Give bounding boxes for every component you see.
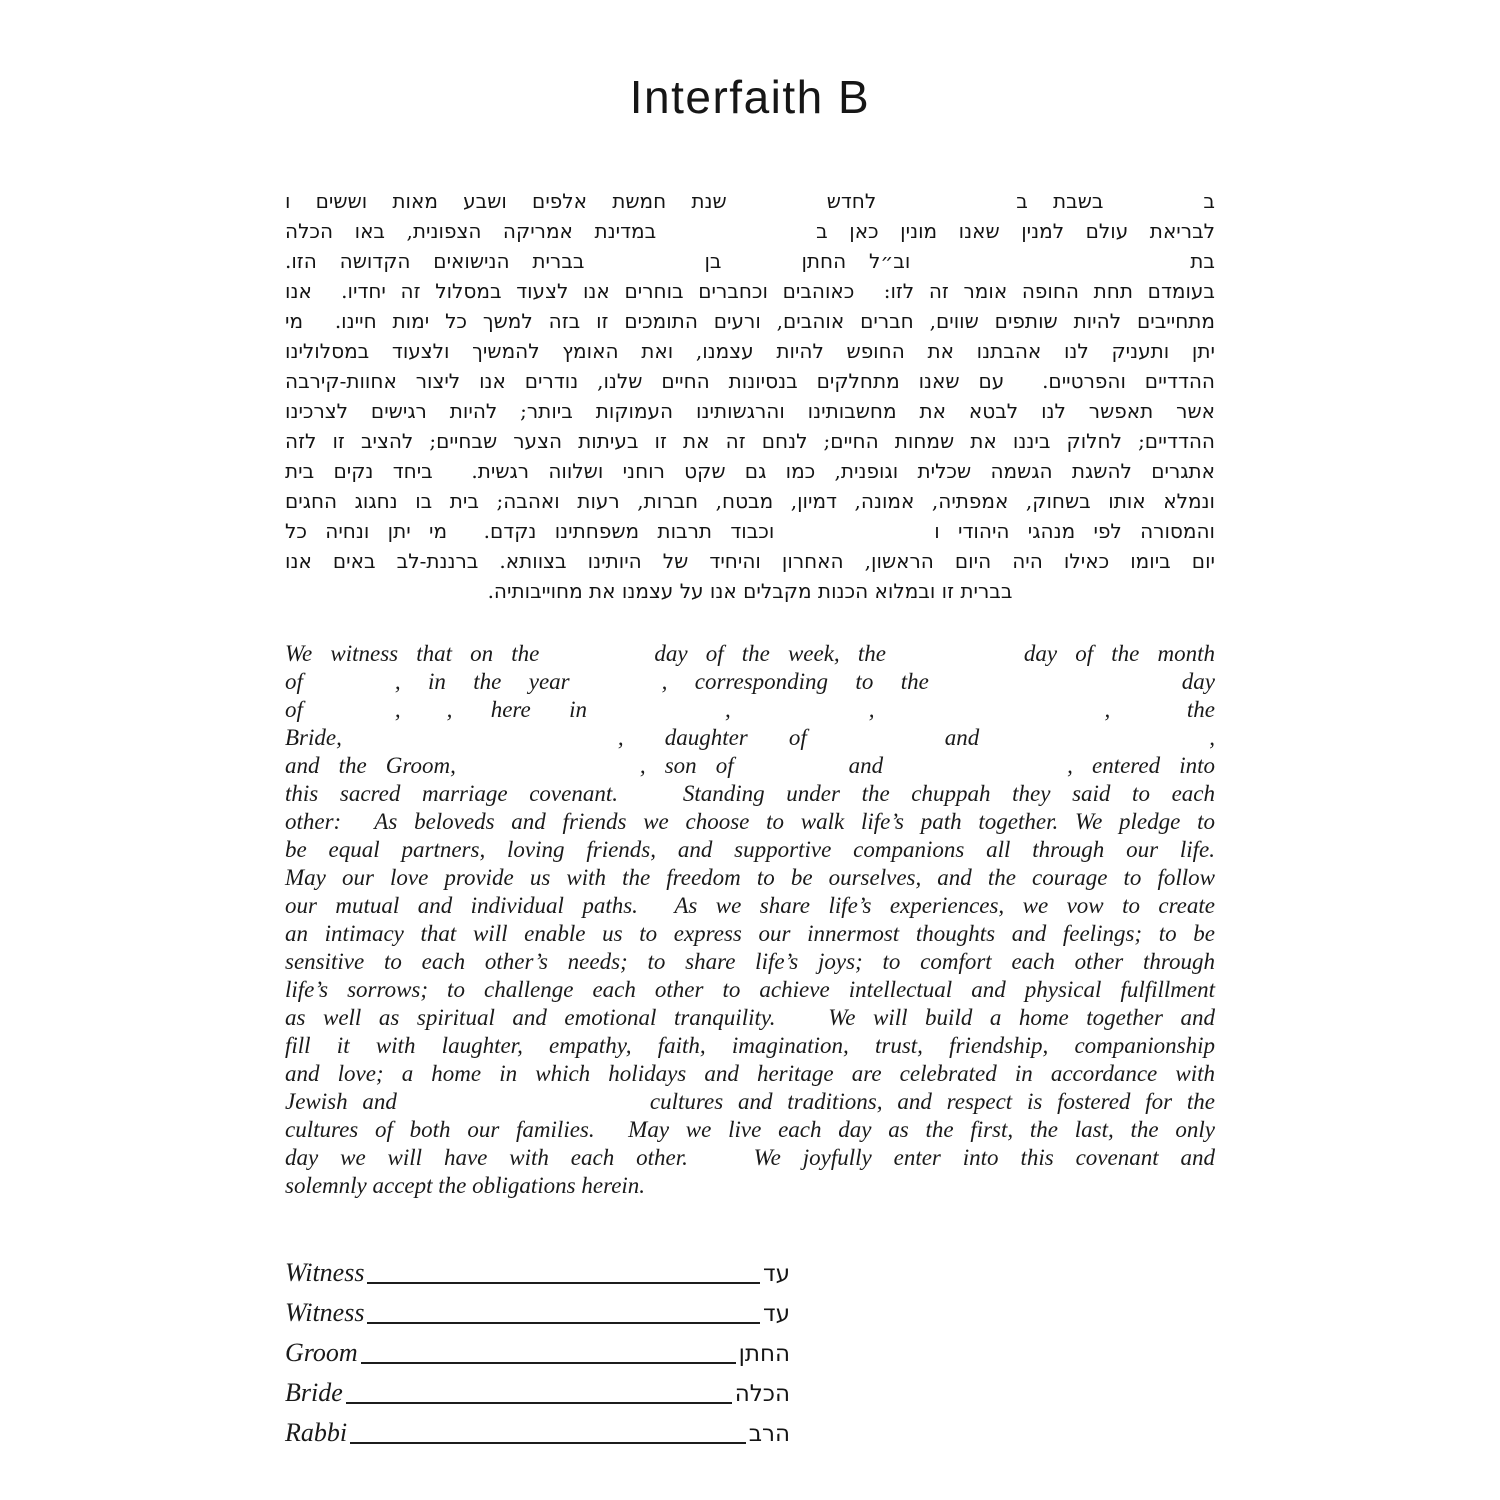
english-text-line: We witness that on the day of the week, the day of the month xyxy=(285,641,1215,666)
signature-label: Rabbi xyxy=(285,1418,348,1447)
english-text-line: life’s sorrows; to challenge each other to achieve intellectual and physical fulfillment xyxy=(285,977,1215,1002)
hebrew-text-line: לבריאת עולם למנין שאנו מונין כאן ב במדינת אמריקה הצפונית, באו הכלה xyxy=(285,219,1215,243)
signature-row-witness-1 xyxy=(285,1246,790,1286)
english-text-line: as well as spiritual and emotional tranquility. We will build a home together and xyxy=(285,1005,1215,1030)
english-text-line: be equal partners, loving friends, and supportive companions all through our life. xyxy=(285,837,1215,862)
english-text-line: day we will have with each other. We joyfully enter into this covenant and xyxy=(285,1145,1215,1170)
english-text-line: sensitive to each other’s needs; to share life’s joys; to comfort each other through xyxy=(285,949,1215,974)
hebrew-text-line: בעומדם תחת החופה אומר זה לזו: כאוהבים וכחברים בוחרים אנו לצעוד במסלול זה יחדיו. אנו xyxy=(285,279,1215,303)
english-text-line: cultures of both our families. May we live each day as the first, the last, the only xyxy=(285,1117,1215,1142)
english-text-block xyxy=(285,640,1215,1200)
hebrew-text-line: מתחייבים להיות שותפים שווים, חברים אוהבים, ורעים התומכים זו בזה למשך כל ימות חיינו. מי xyxy=(285,309,1215,333)
hebrew-text-line: אתגרים להשגת הגשמה שכלית וגופנית, כמו גם שקט רוחני ושלווה רגשית. ביחד נקים בית xyxy=(285,459,1215,483)
hebrew-text-line: ההדדיים והפרטיים. עם שאנו מתחלקים בנסיונות החיים שלנו, נודרים אנו ליצור אחוות-קירבה xyxy=(285,369,1215,393)
signature-row-rabbi xyxy=(285,1406,790,1446)
english-text-line: and the Groom, , son of and , entered into xyxy=(285,753,1215,778)
document-title: Interfaith B xyxy=(629,71,871,123)
english-text-line: fill it with laughter, empathy, faith, imagination, trust, friendship, companionship xyxy=(285,1033,1215,1058)
hebrew-text-last-line: בברית זו ובמלוא הכנות מקבלים אנו על עצמנו את מחוייבותיה. xyxy=(487,579,1013,603)
signature-label: Witness xyxy=(285,1258,365,1287)
english-text-line: this sacred marriage covenant. Standing under the chuppah they said to each xyxy=(285,781,1215,806)
hebrew-text-line: בת וב״ל החתן בן בברית הנישואים הקדושה הזו. xyxy=(285,249,1215,273)
signature-section xyxy=(285,1246,790,1446)
signature-hebrew-label: החתן xyxy=(738,1341,790,1367)
signature-row-groom xyxy=(285,1326,790,1366)
hebrew-text-line: יתן ותעניק לנו אהבתנו את החופש להיות עצמנו, ואת האומץ להמשיך ולצעוד במסלולינו xyxy=(285,339,1215,363)
english-text-line: of , , here in , , , the xyxy=(285,697,1215,722)
signature-label: Bride xyxy=(285,1378,343,1407)
english-text-line: an intimacy that will enable us to express our innermost thoughts and feelings; to be xyxy=(285,921,1215,946)
english-text-line: our mutual and individual paths. As we share life’s experiences, we vow to create xyxy=(285,893,1215,918)
hebrew-text-block xyxy=(285,186,1215,606)
signature-blank-line xyxy=(346,1402,732,1404)
hebrew-text-line: ונמלא אותו בשחוק, אמפתיה, אמונה, דמיון, מבטח, חברות, רעות ואהבה; בית בו נחגוג החגים xyxy=(285,489,1215,513)
signature-blank-line xyxy=(361,1362,736,1364)
english-text-last-line: solemnly accept the obligations herein. xyxy=(285,1173,646,1198)
signature-hebrew-label: עד xyxy=(763,1301,790,1327)
signature-blank-line xyxy=(350,1442,746,1444)
signature-label: Groom xyxy=(285,1338,358,1367)
signature-hebrew-label: הרב xyxy=(748,1421,790,1447)
hebrew-text-line: אשר תאפשר לנו לבטא את מחשבותינו והרגשותינו העמוקות ביותר; להיות רגישים לצרכינו xyxy=(285,399,1215,423)
hebrew-text-line: יום ביומו כאילו היה היום הראשון, האחרון והיחיד של היותינו בצוותא. ברננת-לב באים אנו xyxy=(285,549,1215,573)
signature-blank-line xyxy=(367,1322,760,1324)
english-text-line: of , in the year , corresponding to the day xyxy=(285,669,1215,694)
hebrew-text-line: ב בשבת ב לחדש שנת חמשת אלפים ושבע מאות וששים ו xyxy=(285,189,1215,213)
english-text-line: May our love provide us with the freedom to be ourselves, and the courage to follow xyxy=(285,865,1215,890)
english-text-line: other: As beloveds and friends we choose to walk life’s path together. We pledge to xyxy=(285,809,1215,834)
english-text-line: and love; a home in which holidays and heritage are celebrated in accordance with xyxy=(285,1061,1215,1086)
hebrew-text-line: ההדדיים; לחלוק ביננו את שמחות החיים; לנחם זה את זו בעיתות הצער שבחיים; להציב זו לזה xyxy=(285,429,1215,453)
english-text-line: Bride, , daughter of and , xyxy=(285,725,1215,750)
signature-row-witness-2 xyxy=(285,1286,790,1326)
signature-hebrew-label: הכלה xyxy=(734,1381,790,1407)
signature-label: Witness xyxy=(285,1298,365,1327)
english-text-line: Jewish and cultures and traditions, and respect is fostered for the xyxy=(285,1089,1215,1114)
signature-section-wrapper xyxy=(285,1246,1215,1446)
signature-blank-line xyxy=(367,1282,760,1284)
hebrew-text-line: והמסורה לפי מנהגי היהודי ו וכבוד תרבות משפחתינו נקדם. מי יתן ונחיה כל xyxy=(285,519,1215,543)
signature-hebrew-label: עד xyxy=(763,1261,790,1287)
signature-row-bride xyxy=(285,1366,790,1406)
